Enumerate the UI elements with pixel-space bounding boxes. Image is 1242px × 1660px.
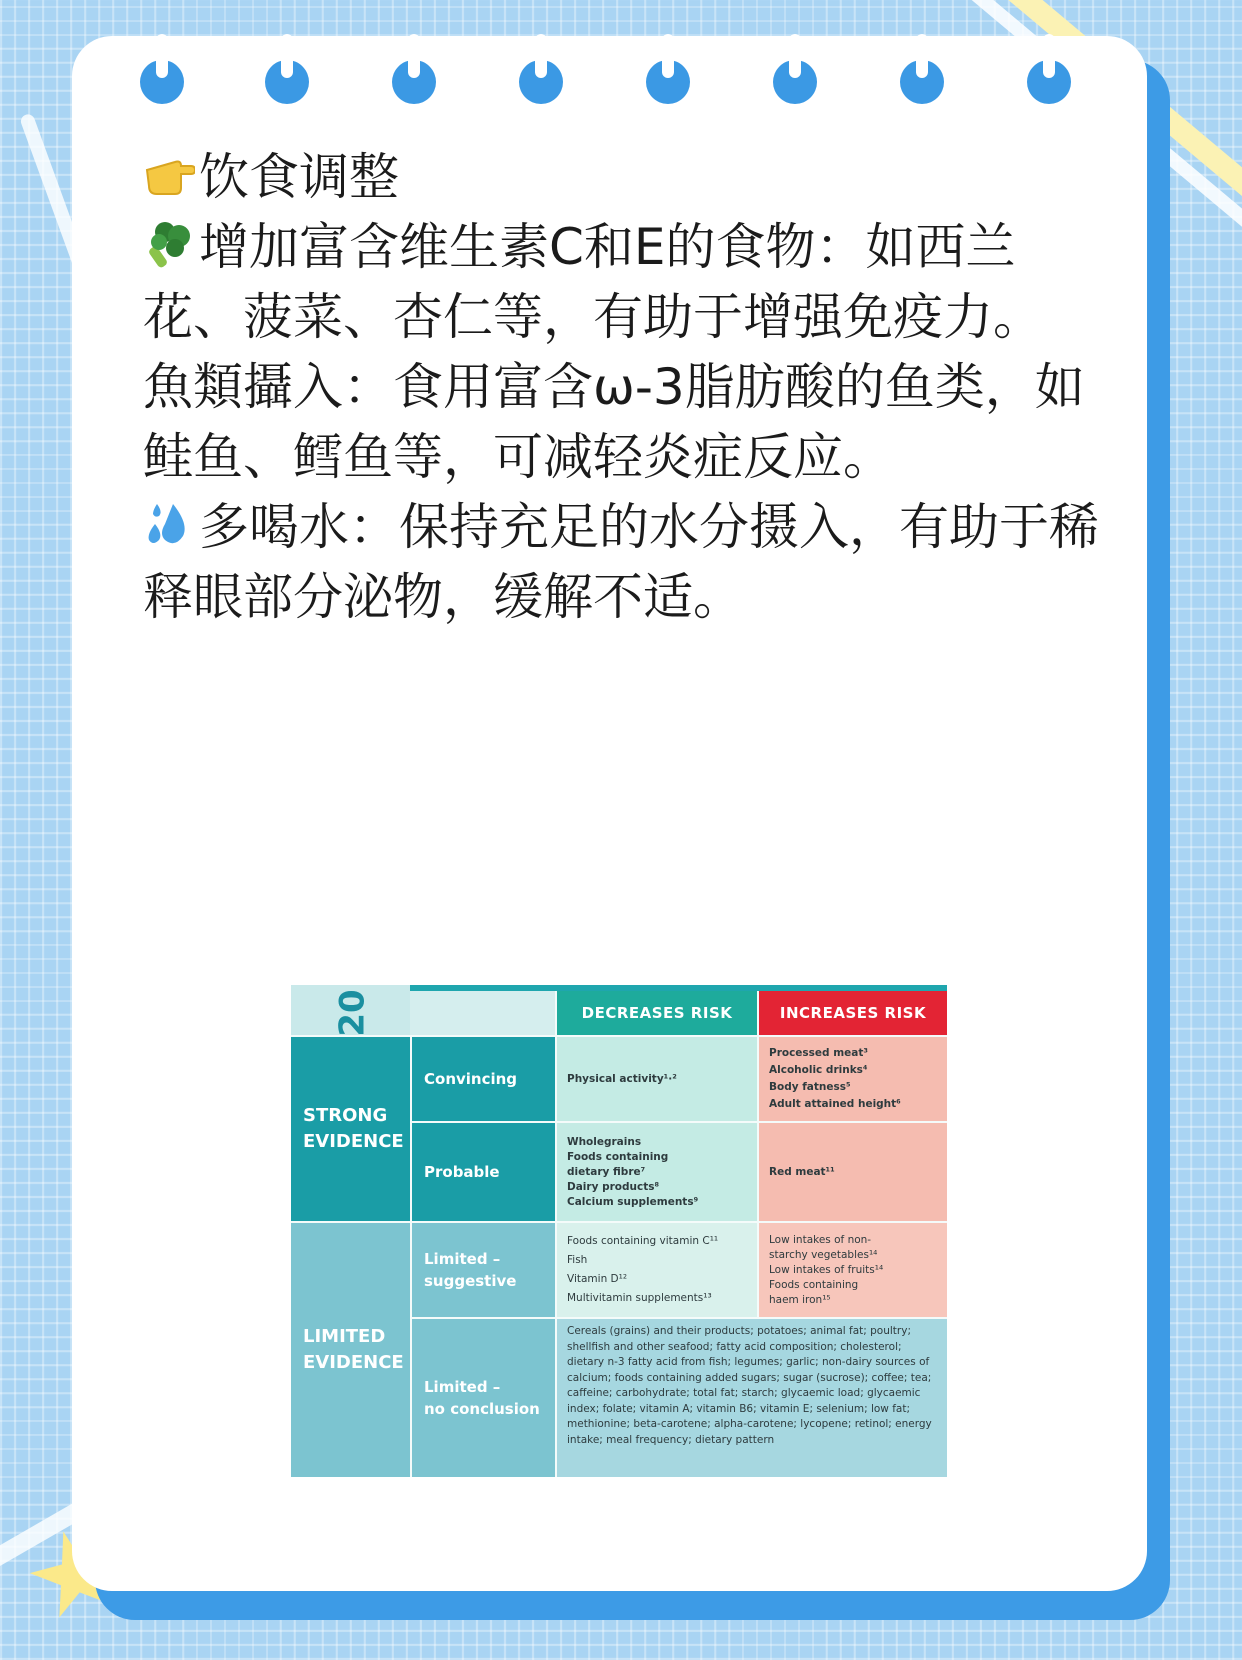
evidence-table-image xyxy=(291,985,947,1477)
figure-number: 20 xyxy=(291,985,410,1035)
binder-ring xyxy=(1027,52,1071,104)
item-text: 魚類攝入：食用富含ω-3脂肪酸的鱼类，如鲑鱼、鳕鱼等，可减轻炎症反应。 xyxy=(143,358,1085,486)
binder-ring xyxy=(265,52,309,104)
section-title xyxy=(143,142,1113,212)
note-item xyxy=(143,212,1113,352)
binder-ring xyxy=(773,52,817,104)
limited-evidence-label: LIMITED EVIDENCE xyxy=(291,1223,410,1477)
strong-evidence-label: STRONG EVIDENCE xyxy=(291,1037,410,1221)
binder-ring xyxy=(392,52,436,104)
binder-ring xyxy=(519,52,563,104)
table-cell: Red meat¹¹ xyxy=(759,1123,947,1221)
header-blank xyxy=(410,991,555,1035)
level-convincing: Convincing xyxy=(412,1037,555,1121)
level-limited-no-conclusion: Limited – no conclusion xyxy=(412,1319,555,1477)
note-item xyxy=(143,352,1113,492)
table-cell: Cereals (grains) and their products; potatoes; animal fat; poultry; shellfish and other seafood; fatty acid composition; cholesterol; dietary n-3 fatty acid from fish; legumes; garlic; non-dairy sources of calcium; foods containing added sugars; sugar (sucrose); coffee; tea; caffeine; carbohydrate; total fat; starch; glycaemic load; glycaemic index; folate; vitamin A; vitamin B6; vitamin E; selenium; low fat; methionine; beta-carotene; alpha-carotene; lycopene; retinol; energy intake; meal frequency; dietary pattern xyxy=(557,1319,947,1477)
binder-ring xyxy=(900,52,944,104)
binder-ring xyxy=(646,52,690,104)
binder-ring xyxy=(140,52,184,104)
pointing-hand-icon xyxy=(143,148,195,200)
increases-risk-header: INCREASES RISK xyxy=(759,991,947,1035)
level-limited-suggestive: Limited – suggestive xyxy=(412,1223,555,1317)
broccoli-icon xyxy=(143,218,195,270)
table-cell: Wholegrains Foods containing dietary fibre⁷ Dairy products⁸ Calcium supplements⁹ xyxy=(557,1123,757,1221)
table-cell: Low intakes of non- starchy vegetables¹⁴ Low intakes of fruits¹⁴ Foods containing haem iron¹⁵ xyxy=(759,1223,947,1317)
title-text: 饮食调整 xyxy=(199,148,399,206)
water-drops-icon xyxy=(143,498,195,550)
item-text: 增加富含维生素C和E的食物：如西兰花、菠菜、杏仁等，有助于增强免疫力。 xyxy=(143,218,1043,346)
table-cell: Physical activity¹·² xyxy=(557,1037,757,1121)
decreases-risk-header: DECREASES RISK xyxy=(557,991,757,1035)
note-item xyxy=(143,492,1113,632)
item-text: 多喝水：保持充足的水分摄入，有助于稀释眼部分泌物，缓解不适。 xyxy=(143,498,1099,626)
note-text xyxy=(143,142,1113,632)
table-cell: Processed meat³ Alcoholic drinks⁴ Body fatness⁵ Adult attained height⁶ xyxy=(759,1037,947,1121)
table-cell: Foods containing vitamin C¹¹ Fish Vitamin D¹² Multivitamin supplements¹³ xyxy=(557,1223,757,1317)
level-probable: Probable xyxy=(412,1123,555,1221)
